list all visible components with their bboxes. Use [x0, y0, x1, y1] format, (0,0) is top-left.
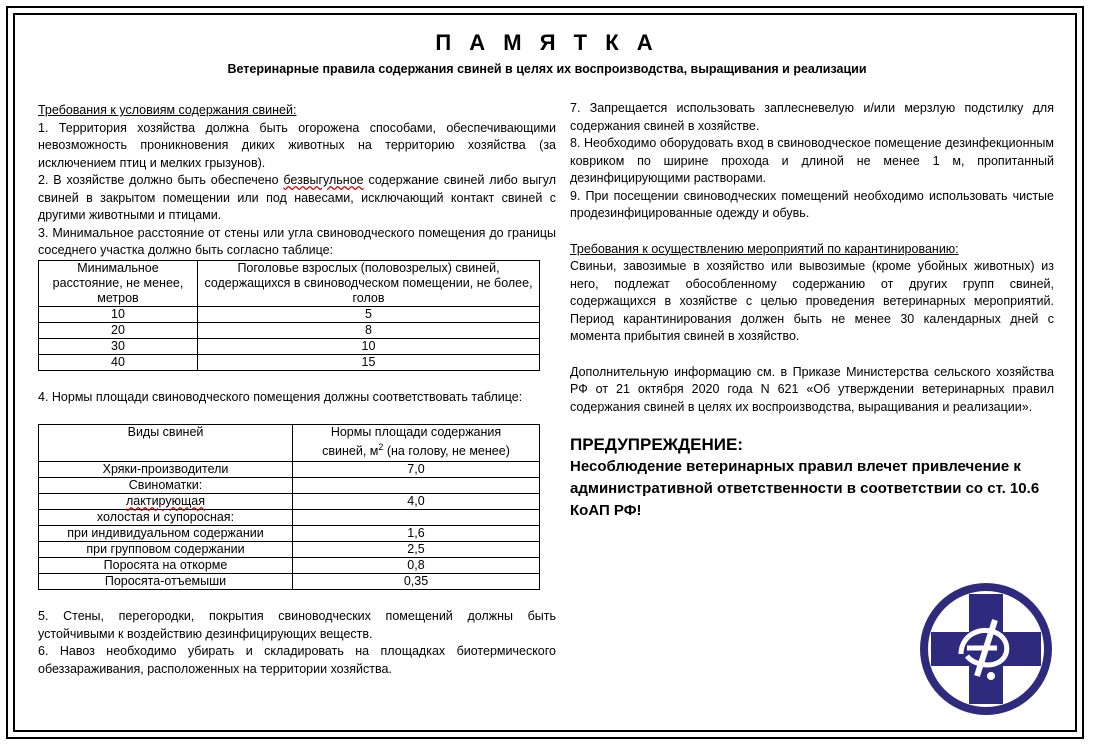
area-header-unit: свиней, м: [322, 444, 379, 459]
table-cell: при групповом содержании: [39, 542, 293, 558]
area-norms-table: [38, 424, 540, 590]
table-cell: Поросята-отъемыши: [39, 574, 293, 590]
rule-7: 7. Запрещается использовать заплесневелую и/или мерзлую подстилку для содержания свиней в хозяйстве.: [570, 101, 1054, 133]
misspelled-word: лактирующая: [125, 494, 205, 508]
table-cell: 15: [198, 354, 540, 370]
table-row: [39, 462, 540, 478]
table-row: [39, 338, 540, 354]
table-cell: [39, 494, 293, 510]
table-cell: 0,35: [293, 574, 540, 590]
rule-9: 9. При посещении свиноводческих помещений необходимо использовать чистые продезинфицированные одежду и обувь.: [570, 188, 1054, 220]
table-cell: 7,0: [293, 462, 540, 478]
table-cell: холостая и супоросная:: [39, 510, 293, 526]
table-cell: 2,5: [293, 542, 540, 558]
additional-info-text: Дополнительную информацию см. в Приказе Министерства сельского хозяйства РФ от 21 октября 2020 года N 621 «Об утверждении ветеринарных правил содержания свиней в целях их воспроизводства, выращивания и реализации».: [570, 364, 1054, 414]
rule-8: 8. Необходимо оборудовать вход в свиноводческое помещение дезинфекционным ковриком по ширине прохода и длиной не менее 1 м, пропитанный дезинфицирующими растворами.: [570, 136, 1054, 185]
area-header-note: (на голову, не менее): [383, 444, 510, 459]
table-cell: 5: [198, 306, 540, 322]
table-row: [39, 306, 540, 322]
veterinary-cross-emblem-icon: [917, 580, 1055, 718]
area-header-line-1: Нормы площади содержания: [330, 425, 502, 439]
warning-text: Несоблюдение ветеринарных правил влечет привлечение к административной ответственности в соответствии со ст. 10.6 КоАП РФ!: [570, 458, 1040, 519]
rule-5: 5. Стены, перегородки, покрытия свиноводческих помещений должны быть устойчивыми к воздействию дезинфицирующих веществ.: [38, 609, 556, 641]
table-row: [39, 478, 540, 494]
table-cell: Поросята на откорме: [39, 558, 293, 574]
rule-1: 1. Территория хозяйства должна быть огорожена способами, обеспечивающими невозможность проникновения диких животных на территорию хозяйства (за исключением птиц и мелких грызунов).: [38, 120, 556, 170]
rule-4: 4. Нормы площади свиноводческого помещения должны соответствовать таблице:: [38, 389, 523, 404]
table-row: [39, 526, 540, 542]
left-column: [38, 102, 556, 678]
table-row: [39, 322, 540, 338]
table-cell: 30: [39, 338, 198, 354]
rule-2: [38, 172, 556, 225]
table-header-cell: [293, 425, 540, 462]
table-cell: 10: [198, 338, 540, 354]
table-cell: при индивидуальном содержании: [39, 526, 293, 542]
table-header-row: [39, 425, 540, 462]
rule-3: 3. Минимальное расстояние от стены или угла свиноводческого помещения до границы соседнего участка должно быть согласно таблице:: [38, 225, 556, 257]
section-heading-quarantine: Требования к осуществлению мероприятий по карантинированию:: [570, 241, 959, 256]
warning-title: ПРЕДУПРЕЖДЕНИЕ:: [570, 435, 743, 454]
table-cell: 8: [198, 322, 540, 338]
table-row: [39, 494, 540, 510]
section-heading-conditions: Требования к условиям содержания свиней:: [38, 103, 297, 117]
table-row: [39, 542, 540, 558]
table-cell: 40: [39, 354, 198, 370]
table-cell: Хряки-производители: [39, 462, 293, 478]
table-header-cell: Виды свиней: [39, 425, 293, 462]
table-row: [39, 354, 540, 370]
area-header-sup: 2: [378, 442, 384, 452]
page-title: П А М Я Т К А: [435, 30, 659, 55]
rule-2-part-c: содержание свиней либо выгул свиней в закрытом помещении или под навесами, исключающий контакт свиней с другими животными и птицами.: [38, 173, 557, 222]
table-cell: 10: [39, 306, 198, 322]
rule-2-misspelled-word: безвыгульное: [283, 173, 364, 187]
table-cell: 4,0: [293, 494, 540, 510]
table-cell: [293, 478, 540, 494]
rule-6: 6. Навоз необходимо убирать и складировать на площадках биотермического обеззараживания, расположенных на территории хозяйства.: [38, 644, 556, 676]
right-column: [570, 100, 1054, 522]
area-header-line-2: [297, 440, 535, 459]
table-header-row: [39, 260, 540, 306]
table-row: [39, 558, 540, 574]
table-cell: 0,8: [293, 558, 540, 574]
table-cell: 20: [39, 322, 198, 338]
table-cell: [293, 510, 540, 526]
table-header-cell: Поголовье взрослых (половозрелых) свиней, содержащихся в свиноводческом помещении, не более, голов: [198, 260, 540, 306]
distance-table: [38, 260, 540, 371]
table-header-cell: Минимальное расстояние, не менее, метров: [39, 260, 198, 306]
quarantine-text: Свиньи, завозимые в хозяйство или вывозимые (кроме убойных животных) из него, подлежат обособленному содержанию от других групп свиней, содержащихся в хозяйстве с целью проведения ветеринарных мероприятий. Период карантинирования должен быть не менее 30 календарных дней с момента прибытия свиней в хозяйство.: [570, 259, 1054, 343]
table-cell: Свиноматки:: [39, 478, 293, 494]
table-row: [39, 510, 540, 526]
table-row: [39, 574, 540, 590]
rule-2-part-a: 2. В хозяйстве должно быть обеспечено: [38, 173, 284, 187]
table-cell: 1,6: [293, 526, 540, 542]
page-subtitle: Ветеринарные правила содержания свиней в целях их воспроизводства, выращивания и реализации: [227, 62, 867, 76]
